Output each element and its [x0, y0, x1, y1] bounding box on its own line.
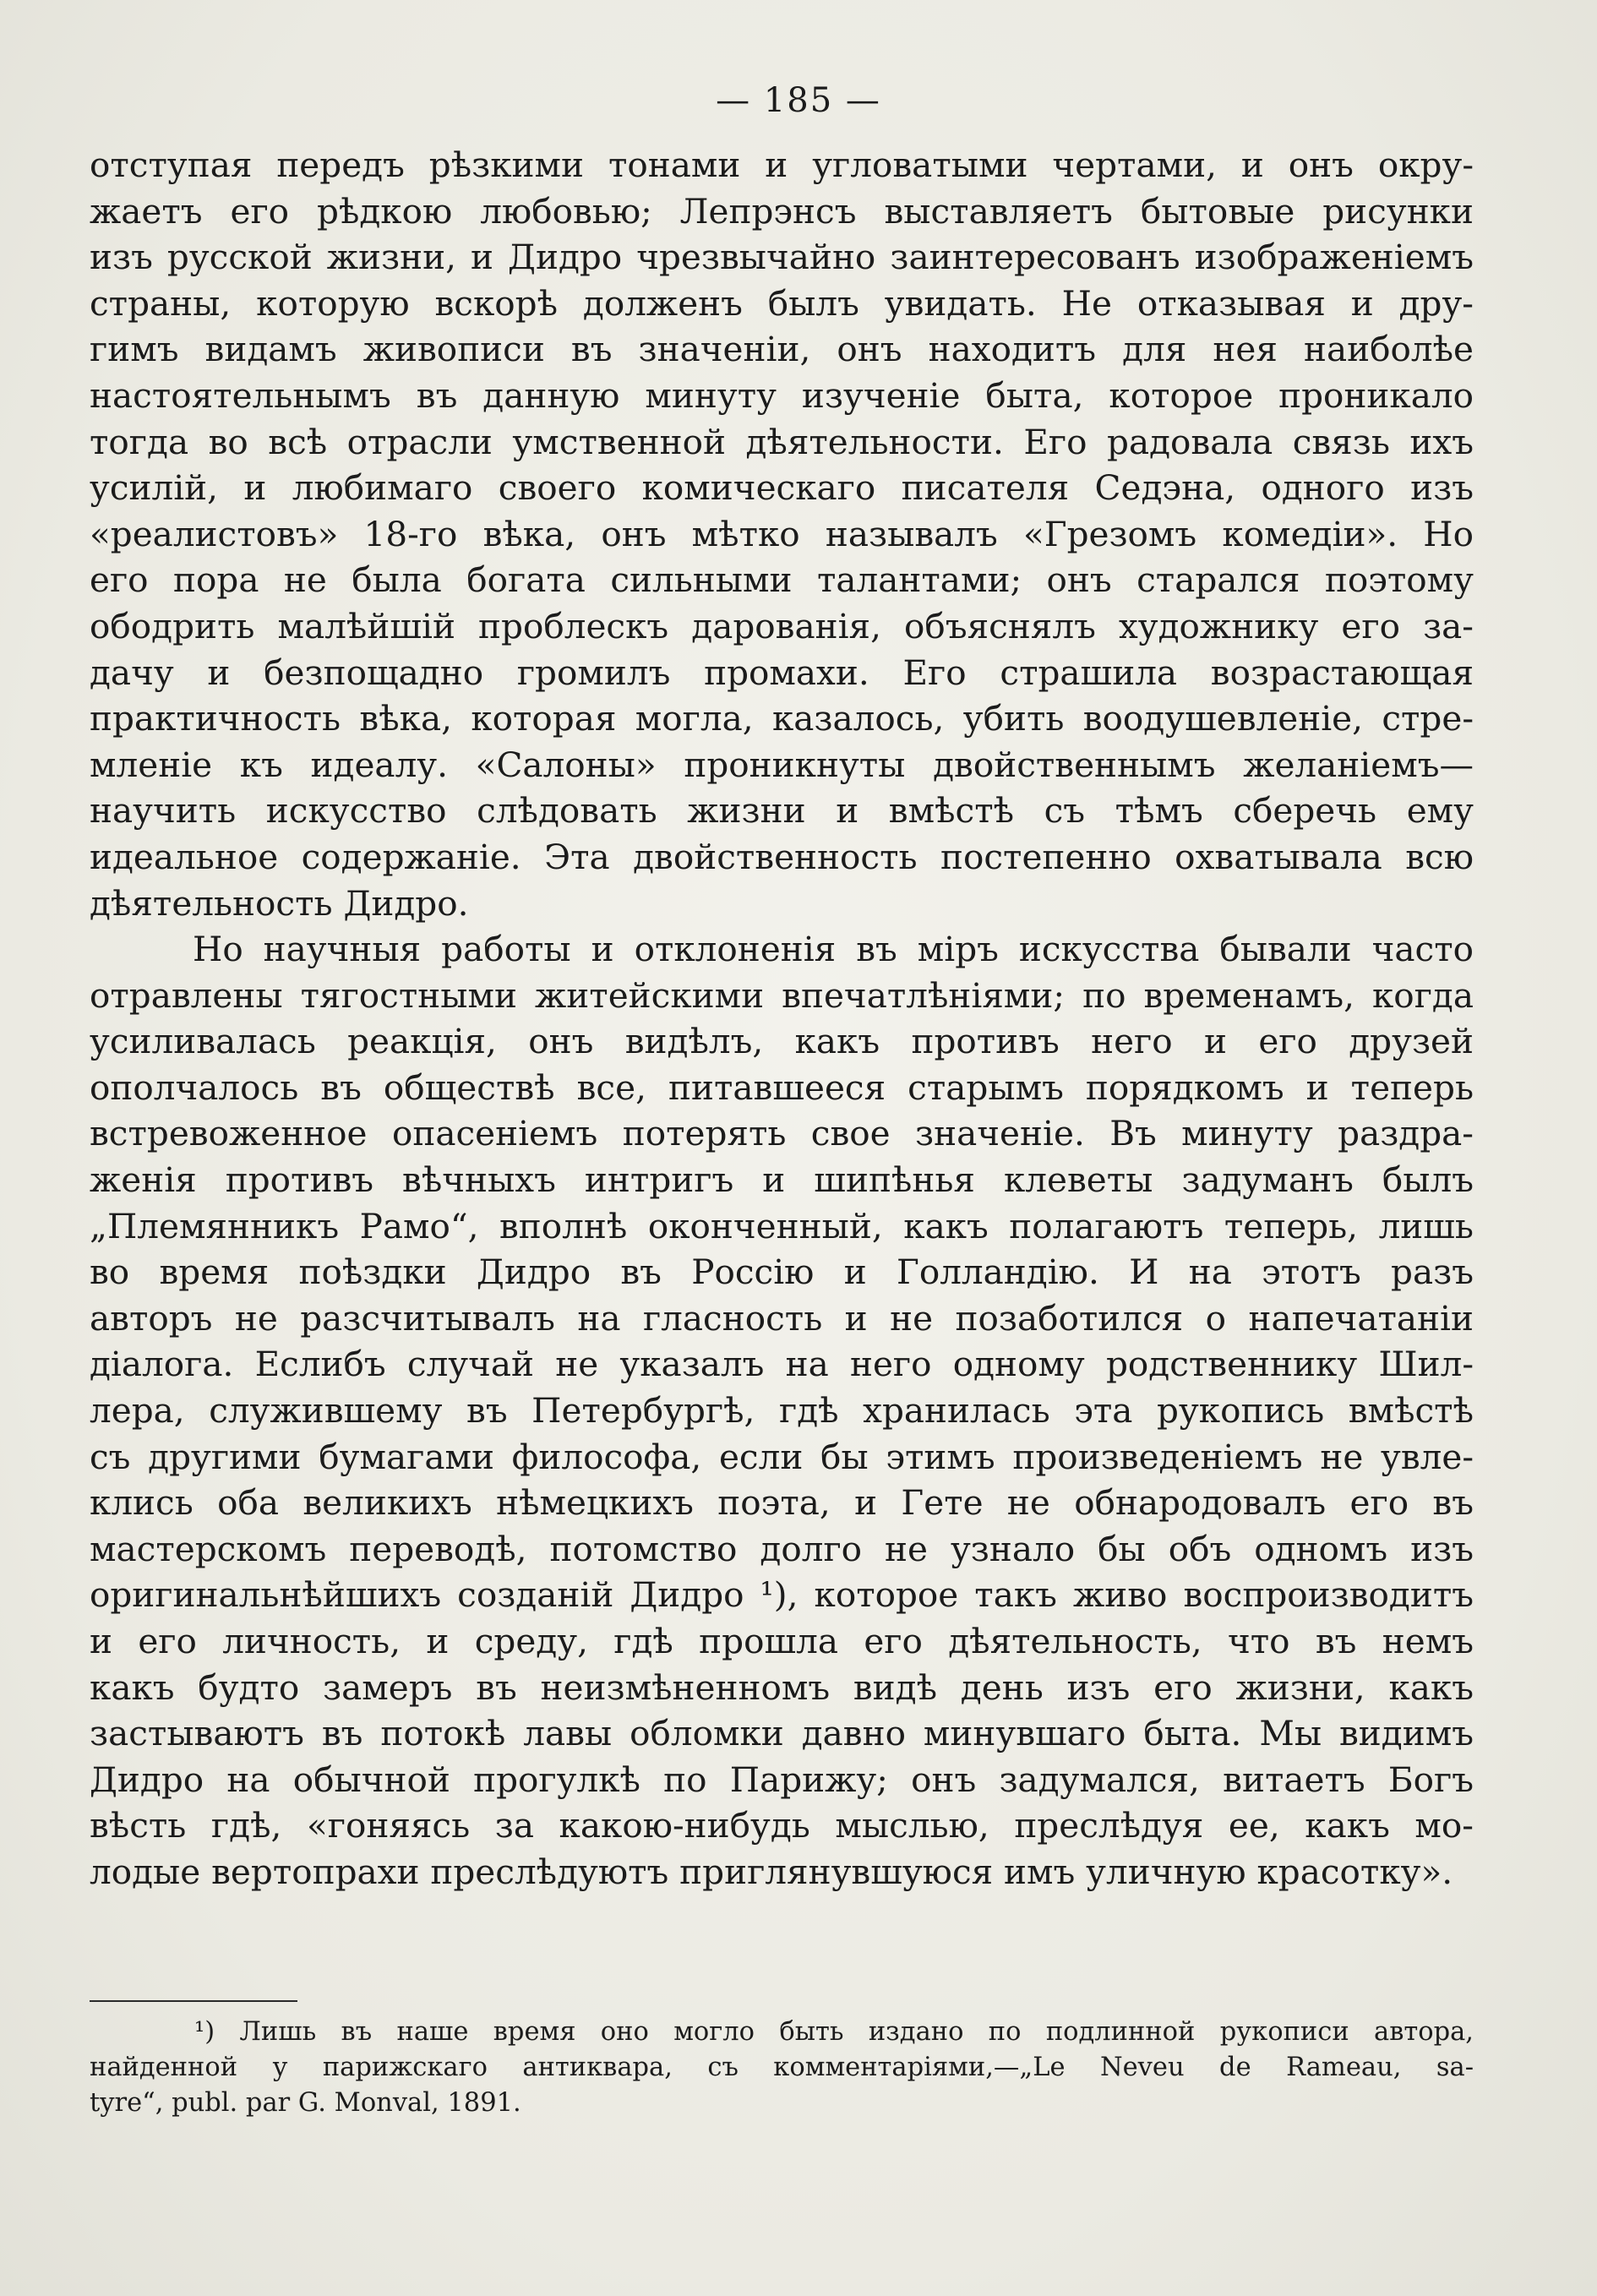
text-line: во время поѣздки Дидро въ Россію и Голландію. И на этотъ разъ — [90, 1252, 1474, 1293]
paragraph-2 — [90, 926, 1474, 1895]
text-line: съ другими бумагами философа, если бы этимъ произведеніемъ не увле- — [90, 1436, 1474, 1477]
text-line: авторъ не разсчитывалъ на гласность и не позаботился о напечатаніи — [90, 1297, 1474, 1339]
text-line: его пора не была богата сильными талантами; онъ старался поэтому — [90, 559, 1474, 601]
text-line: идеальное содержаніе. Эта двойственность постепенно охватывала всю — [90, 836, 1474, 877]
text-line: мленіе къ идеалу. «Салоны» проникнуты двойственнымъ желаніемъ— — [90, 744, 1474, 785]
text-line: ободрить малѣйшій проблескъ дарованія, объяснялъ художнику его за- — [90, 605, 1474, 646]
body-text — [90, 142, 1474, 1895]
text-line: дачу и безпощадно громилъ промахи. Его страшила возрастающая — [90, 652, 1474, 693]
text-line: «реалистовъ» 18-го вѣка, онъ мѣтко называлъ «Грезомъ комедіи». Но — [90, 513, 1474, 554]
page-number: — 185 — — [716, 81, 881, 120]
text-line: изъ русской жизни, и Дидро чрезвычайно заинтересованъ изображеніемъ — [90, 237, 1474, 278]
text-line: ополчалось въ обществѣ все, питавшееся старымъ порядкомъ и теперь — [90, 1066, 1474, 1108]
footnote-line: ¹) Лишь въ наше время оно могло быть издано по подлинной рукописи автора, — [194, 2017, 1474, 2047]
text-line: жаетъ его рѣдкою любовью; Лепрэнсъ выставляетъ бытовые рисунки — [90, 190, 1474, 232]
text-line: отравлены тягостными житейскими впечатлѣніями; по временамъ, когда — [90, 974, 1474, 1016]
footnote-line: tyre“, publ. par G. Monval, 1891. — [90, 2088, 521, 2118]
text-line: страны, которую вскорѣ долженъ былъ увидать. Не отказывая и дру- — [90, 282, 1474, 324]
text-line: настоятельнымъ въ данную минуту изученіе быта, которое проникало — [90, 374, 1474, 416]
text-line: дѣятельность Дидро. — [90, 882, 469, 924]
text-line: гимъ видамъ живописи въ значеніи, онъ находитъ для нея наиболѣе — [90, 329, 1474, 370]
text-line: тогда во всѣ отрасли умственной дѣятельности. Его радовала связь ихъ — [90, 421, 1474, 462]
text-line: практичность вѣка, которая могла, казалось, убить воодушевленіе, стре- — [90, 698, 1474, 739]
text-line: мастерскомъ переводѣ, потомство долго не узнало бы объ одномъ изъ — [90, 1528, 1474, 1569]
text-line: лодые вертопрахи преслѣдуютъ приглянувшуюся имъ уличную красотку». — [90, 1851, 1453, 1892]
text-line: діалога. Еслибъ случай не указалъ на него одному родственнику Шил- — [90, 1344, 1474, 1385]
text-line: усилій, и любимаго своего комическаго писателя Седэна, одного изъ — [90, 467, 1474, 509]
text-line: и его личность, и среду, гдѣ прошла его дѣятельность, что въ немъ — [90, 1621, 1474, 1661]
text-line: клись оба великихъ нѣмецкихъ поэта, и Гете не обнародовалъ его въ — [90, 1482, 1474, 1524]
footnote-divider — [90, 2000, 297, 2002]
text-line: „Племянникъ Рамо“, вполнѣ оконченный, какъ полагаютъ теперь, лишь — [90, 1205, 1474, 1246]
paragraph-1 — [90, 142, 1474, 926]
text-line: лера, служившему въ Петербургѣ, гдѣ хранилась эта рукопись вмѣстѣ — [90, 1390, 1474, 1432]
footnote-line: найденной у парижскаго антиквара, съ комментаріями,—„Le Neveu de Rameau, sa- — [90, 2053, 1474, 2082]
text-line: усиливалась реакція, онъ видѣлъ, какъ противъ него и его друзей — [90, 1021, 1474, 1062]
text-line: застываютъ въ потокѣ лавы обломки давно минувшаго быта. Мы видимъ — [90, 1713, 1474, 1754]
text-line: какъ будто замеръ въ неизмѣненномъ видѣ день изъ его жизни, какъ — [90, 1666, 1474, 1708]
text-line: научить искусство слѣдовать жизни и вмѣстѣ съ тѣмъ сберечь ему — [90, 790, 1474, 832]
text-line: встревоженное опасеніемъ потерять свое значеніе. Въ минуту раздра- — [90, 1113, 1474, 1154]
footnote — [90, 2015, 1474, 2121]
text-line: оригинальнѣйшихъ созданій Дидро ¹), которое такъ живо воспроизводитъ — [90, 1574, 1474, 1616]
text-line: вѣсть гдѣ, «гоняясь за какою-нибудь мыслью, преслѣдуя ее, какъ мо- — [90, 1805, 1474, 1846]
text-line: Дидро на обычной прогулкѣ по Парижу; онъ задумался, витаетъ Богъ — [90, 1759, 1474, 1800]
text-line: Но научныя работы и отклоненія въ міръ искусства бывали часто — [193, 929, 1474, 970]
text-line: женія противъ вѣчныхъ интригъ и шипѣнья клеветы задуманъ былъ — [90, 1159, 1474, 1201]
text-line: отступая передъ рѣзкими тонами и угловатыми чертами, и онъ окру- — [90, 145, 1474, 185]
